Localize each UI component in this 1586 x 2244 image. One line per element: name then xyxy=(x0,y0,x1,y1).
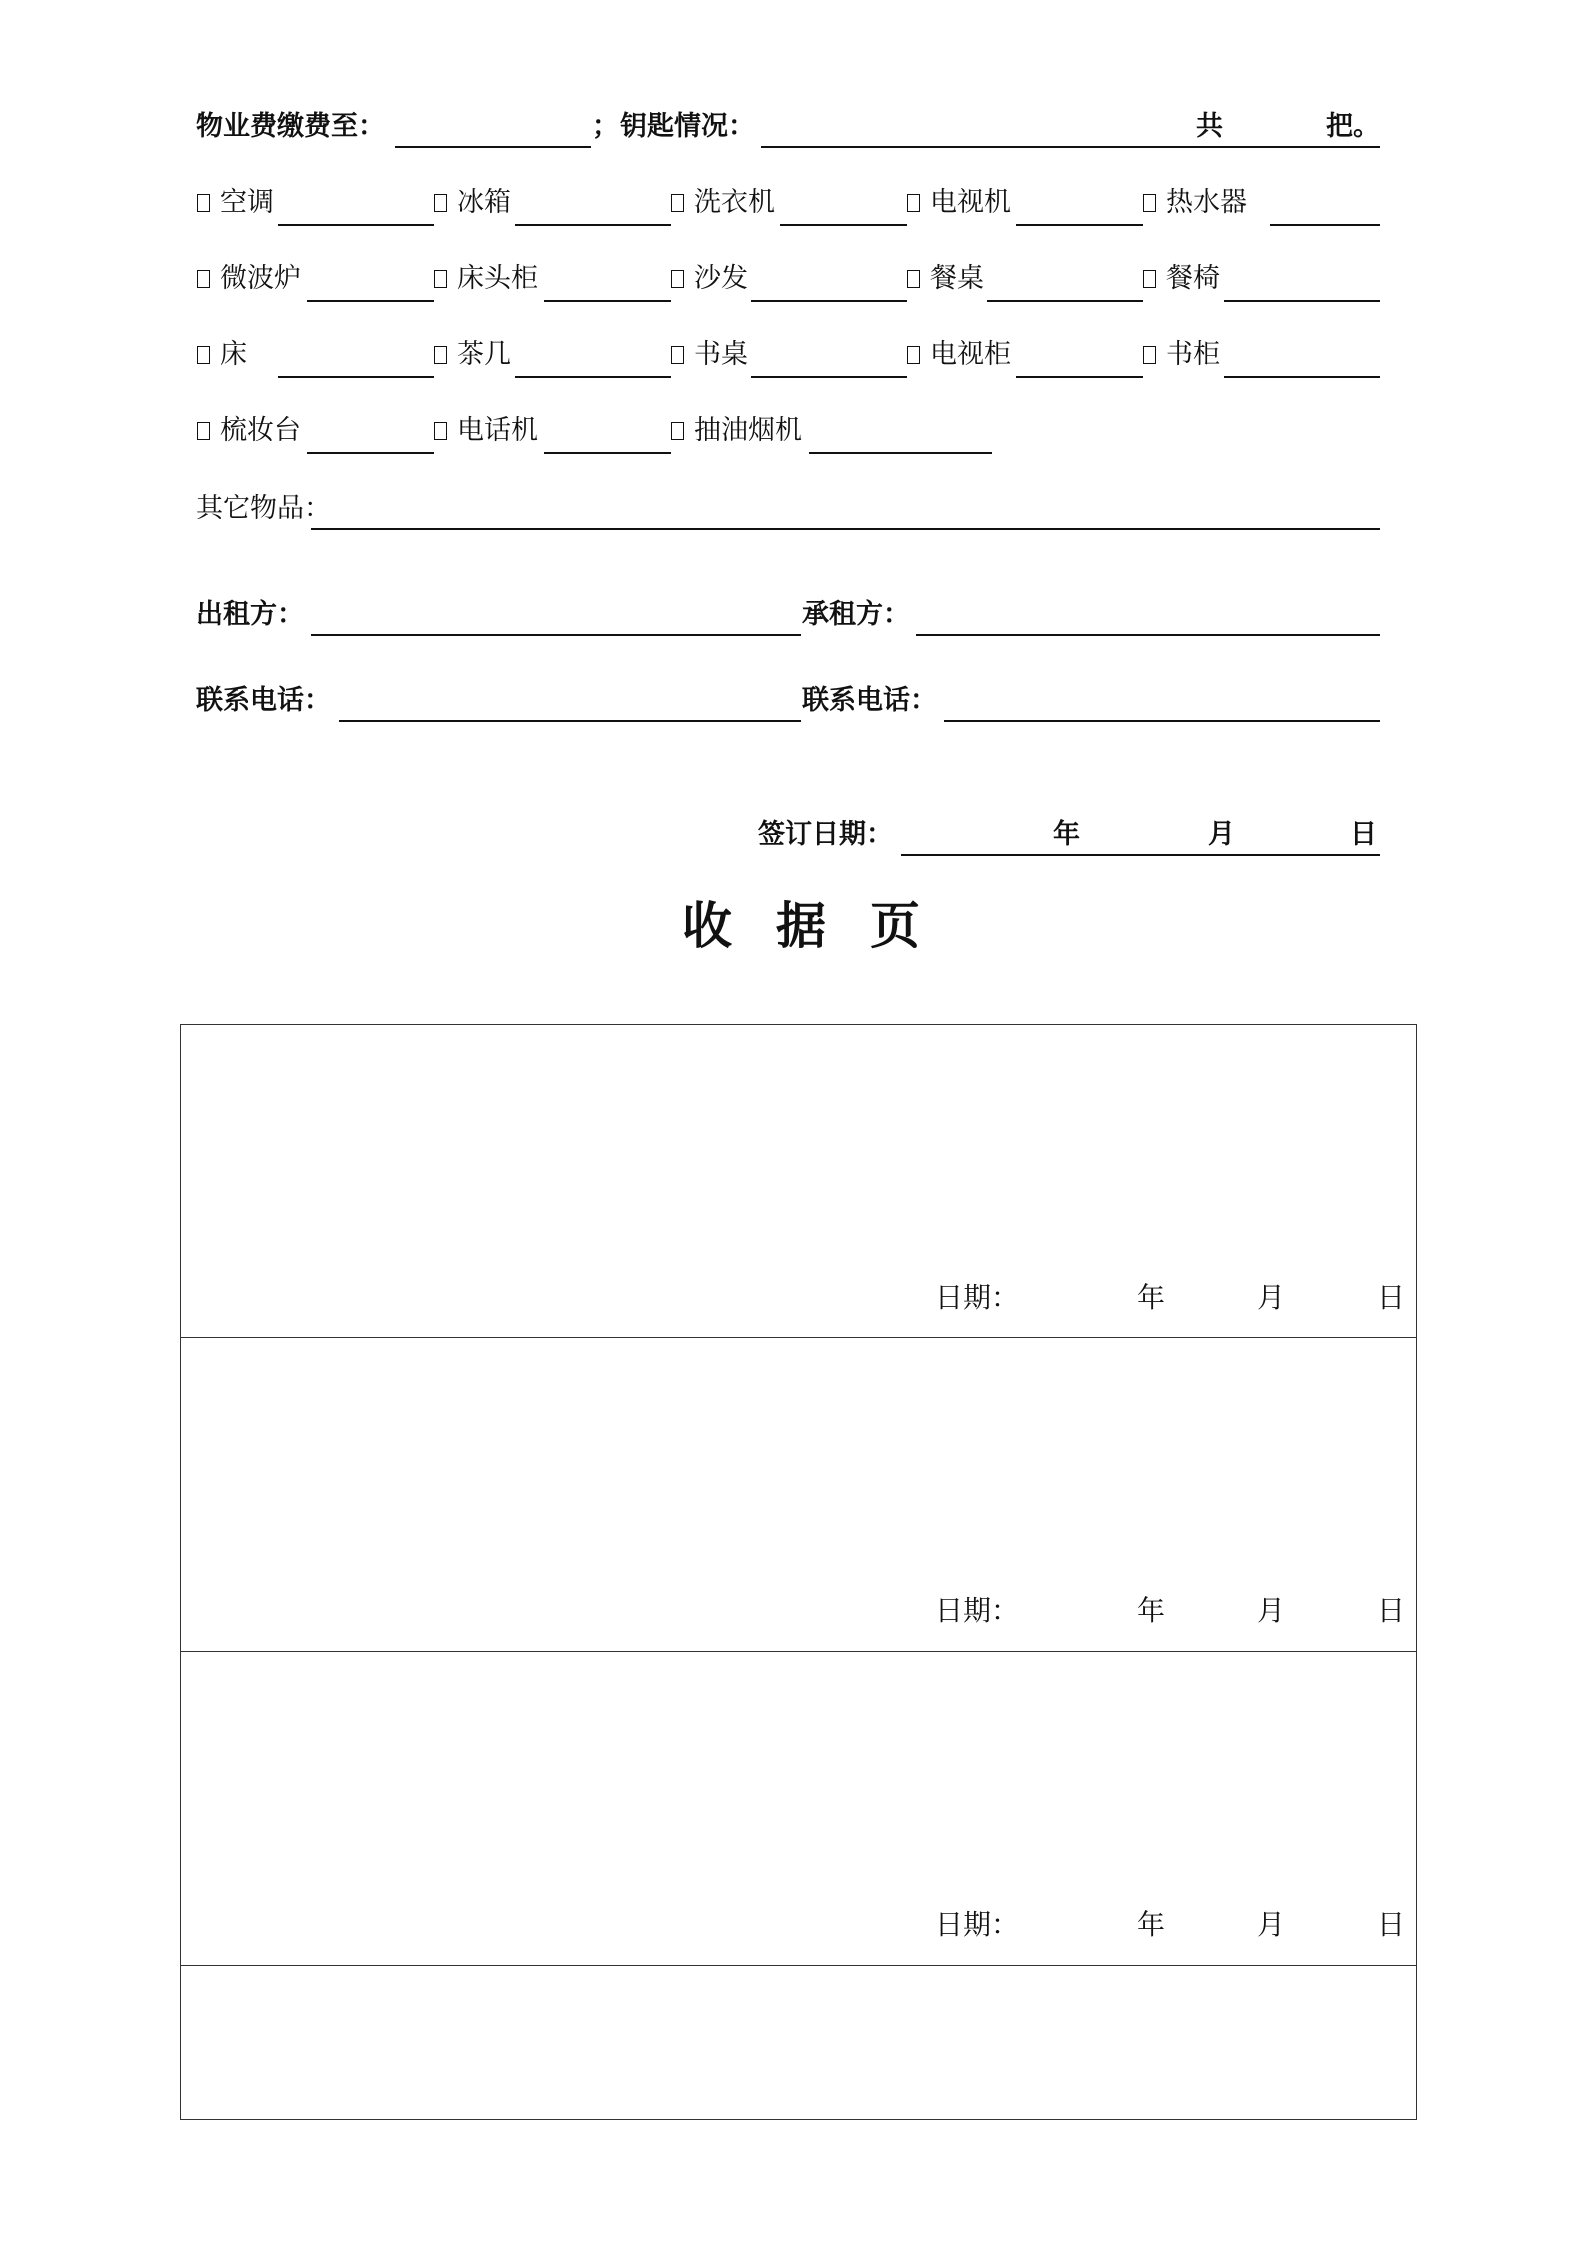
lessee-field[interactable] xyxy=(916,634,1380,636)
item-label-air-conditioner: 空调 xyxy=(220,187,274,218)
receipt-date-label: 日期： xyxy=(935,1908,1020,1941)
lessee-phone-field[interactable] xyxy=(944,720,1380,722)
lessor-label: 出租方： xyxy=(196,599,304,630)
receipt-row-empty[interactable] xyxy=(181,1966,1416,2118)
item-field-microwave[interactable] xyxy=(307,300,434,302)
item-label-washing-machine: 洗衣机 xyxy=(694,187,775,218)
checkbox-bookcase[interactable] xyxy=(1143,346,1156,364)
item-field-washing-machine[interactable] xyxy=(780,224,907,226)
receipt-row[interactable] xyxy=(181,1652,1416,1966)
item-field-dressing-table[interactable] xyxy=(307,452,434,454)
item-field-bookcase[interactable] xyxy=(1224,376,1380,378)
keys-field[interactable] xyxy=(761,146,1380,148)
item-label-telephone: 电话机 xyxy=(457,415,538,446)
item-field-bed[interactable] xyxy=(278,376,434,378)
checkbox-desk[interactable] xyxy=(671,346,684,364)
receipt-page-title: 收据页 xyxy=(682,896,964,955)
item-field-range-hood[interactable] xyxy=(809,452,992,454)
receipt-day-label: 日 xyxy=(1377,1594,1406,1627)
semicolon: ； xyxy=(592,111,619,142)
signing-year-label: 年 xyxy=(1053,819,1080,850)
item-label-dining-table: 餐桌 xyxy=(930,263,984,294)
receipt-row[interactable] xyxy=(181,1338,1416,1652)
item-label-bed: 床 xyxy=(220,339,247,370)
receipt-day-label: 日 xyxy=(1377,1908,1406,1941)
checkbox-sofa[interactable] xyxy=(671,270,684,288)
checkbox-dining-chair[interactable] xyxy=(1143,270,1156,288)
checkbox-telephone[interactable] xyxy=(434,422,447,440)
checkbox-refrigerator[interactable] xyxy=(434,194,447,212)
keys-total-label: 共 xyxy=(1196,111,1223,142)
checkbox-dining-table[interactable] xyxy=(907,270,920,288)
checkbox-air-conditioner[interactable] xyxy=(197,194,210,212)
item-label-nightstand: 床头柜 xyxy=(457,263,538,294)
receipt-row[interactable] xyxy=(181,1025,1416,1338)
checkbox-washing-machine[interactable] xyxy=(671,194,684,212)
item-field-dining-table[interactable] xyxy=(987,300,1143,302)
signing-date-field[interactable] xyxy=(901,854,1380,856)
item-label-tv: 电视机 xyxy=(930,187,1011,218)
receipt-month-label: 月 xyxy=(1257,1281,1286,1314)
item-label-dining-chair: 餐椅 xyxy=(1166,263,1220,294)
item-label-microwave: 微波炉 xyxy=(220,263,301,294)
keys-unit-label: 把。 xyxy=(1326,111,1380,142)
checkbox-tv[interactable] xyxy=(907,194,920,212)
item-field-refrigerator[interactable] xyxy=(515,224,671,226)
checkbox-water-heater[interactable] xyxy=(1143,194,1156,212)
item-label-tea-table: 茶几 xyxy=(457,339,511,370)
receipt-year-label: 年 xyxy=(1137,1281,1166,1314)
checkbox-microwave[interactable] xyxy=(197,270,210,288)
item-label-tv-cabinet: 电视柜 xyxy=(930,339,1011,370)
item-label-water-heater: 热水器 xyxy=(1166,187,1247,218)
signing-month-label: 月 xyxy=(1208,819,1235,850)
receipt-year-label: 年 xyxy=(1137,1908,1166,1941)
receipt-table xyxy=(180,1024,1417,2120)
other-items-label: 其它物品： xyxy=(196,493,331,524)
receipt-month-label: 月 xyxy=(1257,1908,1286,1941)
item-field-sofa[interactable] xyxy=(751,300,907,302)
lessor-phone-label: 联系电话： xyxy=(196,685,331,716)
receipt-date-label: 日期： xyxy=(935,1281,1020,1314)
item-field-air-conditioner[interactable] xyxy=(278,224,434,226)
item-field-telephone[interactable] xyxy=(544,452,671,454)
lessee-label: 承租方： xyxy=(802,599,910,630)
checkbox-dressing-table[interactable] xyxy=(197,422,210,440)
receipt-year-label: 年 xyxy=(1137,1594,1166,1627)
item-label-range-hood: 抽油烟机 xyxy=(694,415,802,446)
checkbox-tea-table[interactable] xyxy=(434,346,447,364)
item-field-tv[interactable] xyxy=(1016,224,1143,226)
property-fee-field[interactable] xyxy=(395,146,591,148)
item-label-sofa: 沙发 xyxy=(694,263,748,294)
lessee-phone-label: 联系电话： xyxy=(802,685,937,716)
receipt-day-label: 日 xyxy=(1377,1281,1406,1314)
keys-label: 钥匙情况： xyxy=(620,111,755,142)
lessor-field[interactable] xyxy=(311,634,801,636)
checkbox-tv-cabinet[interactable] xyxy=(907,346,920,364)
checkbox-nightstand[interactable] xyxy=(434,270,447,288)
item-label-bookcase: 书柜 xyxy=(1166,339,1220,370)
item-field-dining-chair[interactable] xyxy=(1224,300,1380,302)
signing-date-label: 签订日期： xyxy=(758,819,893,850)
item-field-nightstand[interactable] xyxy=(544,300,671,302)
property-fee-label: 物业费缴费至： xyxy=(196,111,385,142)
receipt-month-label: 月 xyxy=(1257,1594,1286,1627)
receipt-date-label: 日期： xyxy=(935,1594,1020,1627)
signing-day-label: 日 xyxy=(1350,819,1377,850)
item-field-tea-table[interactable] xyxy=(515,376,671,378)
lessor-phone-field[interactable] xyxy=(339,720,801,722)
item-label-dressing-table: 梳妆台 xyxy=(220,415,301,446)
item-field-tv-cabinet[interactable] xyxy=(1016,376,1143,378)
checkbox-range-hood[interactable] xyxy=(671,422,684,440)
item-field-water-heater[interactable] xyxy=(1270,224,1380,226)
item-label-refrigerator: 冰箱 xyxy=(457,187,511,218)
other-items-field[interactable] xyxy=(311,528,1380,530)
item-field-desk[interactable] xyxy=(751,376,907,378)
item-label-desk: 书桌 xyxy=(694,339,748,370)
checkbox-bed[interactable] xyxy=(197,346,210,364)
